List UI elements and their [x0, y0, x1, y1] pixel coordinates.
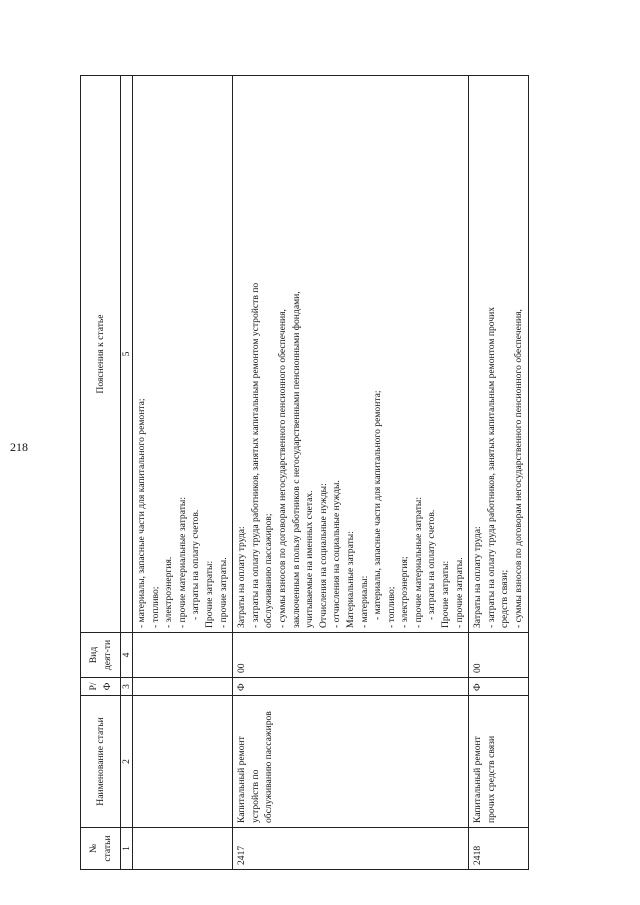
column-index: 1 [121, 828, 133, 870]
header-explanation: Пояснения к статье [81, 76, 121, 633]
explanation-line: - суммы взносов по договорам негосударственного пенсионного обеспечения, [276, 309, 288, 628]
table-row-2417 [233, 76, 469, 870]
explanation-line: - прочие затраты. [217, 557, 229, 628]
plan-fact-value: Ф [236, 683, 248, 691]
article-number-cell [469, 828, 528, 870]
explanation-line: - электроэнергия; [399, 556, 411, 628]
explanation-line: - топливо; [149, 586, 161, 628]
plan-fact-value: Ф [472, 683, 484, 691]
articles-table [80, 75, 529, 870]
column-index: 4 [121, 633, 133, 678]
column-index: 2 [121, 696, 133, 828]
article-name-line: устройств по [249, 769, 261, 823]
explanation-line: - затраты на оплату труда работников, занятых капитальным ремонтом устройств по [249, 282, 261, 628]
article-number-cell [133, 828, 233, 870]
article-name-line: Капитальный ремонт [236, 736, 248, 823]
activity-type-value: 00 [236, 663, 248, 673]
article-number-cell [233, 828, 469, 870]
explanation-cell [233, 76, 469, 633]
table-header-row [81, 76, 121, 870]
explanation-line: - затраты на оплату труда работников, занятых капитальным ремонтом прочих [485, 306, 497, 628]
explanation-line: заключенным в пользу работников с негосударственными пенсионными фондами, [290, 291, 302, 628]
explanation-line: Прочие затраты: [440, 560, 452, 628]
explanation-line: - прочие затраты. [453, 557, 465, 628]
explanation-line: - суммы взносов по договорам негосударственного пенсионного обеспечения, [513, 309, 525, 628]
explanation-line: - материалы: [358, 575, 370, 628]
article-number: 2417 [236, 845, 248, 865]
explanation-line: - затраты на оплату счетов. [426, 509, 438, 620]
explanation-line: Отчисления на социальные нужды: [317, 483, 329, 628]
explanation-cell [133, 76, 233, 633]
explanation-line: Материальные затраты: [344, 531, 356, 628]
header-plan-fact: Р/ Ф [81, 678, 121, 696]
header-article-name: Наименование статьи [81, 696, 121, 828]
explanation-line: учитываемые на именных счетах. [304, 490, 316, 628]
explanation-line: средств связи; [499, 569, 511, 628]
explanation-line: - отчисления на социальные нужды. [331, 480, 343, 628]
article-name-cell [133, 696, 233, 828]
header-article-number: № статьи [81, 828, 121, 870]
explanation-line: - затраты на оплату счетов. [190, 509, 202, 620]
header-activity-type: Вид деят-ти [81, 633, 121, 678]
explanation-line: - топливо; [385, 586, 397, 628]
article-name-line: Капитальный ремонт [472, 736, 484, 823]
page-number: 218 [10, 440, 28, 454]
explanation-line: Затраты на оплату труда: [472, 526, 484, 628]
explanation-cell [469, 76, 528, 633]
article-name-cell [233, 696, 469, 828]
activity-type-value: 00 [472, 663, 484, 673]
rotated-page-content [80, 75, 563, 870]
article-name-cell [469, 696, 528, 828]
table-row-continuation [133, 76, 233, 870]
explanation-line: - прочие материальные затраты: [412, 496, 424, 628]
activity-type-cell [133, 633, 233, 678]
column-index-row [121, 76, 133, 870]
activity-type-cell [233, 633, 469, 678]
plan-fact-cell [133, 678, 233, 696]
article-number: 2418 [472, 845, 484, 865]
explanation-line: Прочие затраты: [203, 560, 215, 628]
article-name-line: обслуживанию пассажиров [263, 711, 275, 823]
explanation-line: - прочие материальные затраты: [176, 496, 188, 628]
table-row-2418 [469, 76, 528, 870]
column-index: 5 [121, 76, 133, 633]
explanation-line: обслуживанию пассажиров; [263, 513, 275, 628]
explanation-line: - материалы, запасные части для капитального ремонта; [136, 398, 147, 628]
article-name-line: прочих средств связи [485, 735, 497, 823]
plan-fact-cell [233, 678, 469, 696]
plan-fact-cell [469, 678, 528, 696]
explanation-line: - материалы, запасные части для капитального ремонта; [372, 390, 384, 620]
explanation-line: - электроэнергия. [163, 556, 175, 628]
explanation-line: Затраты на оплату труда: [236, 526, 248, 628]
activity-type-cell [469, 633, 528, 678]
column-index: 3 [121, 678, 133, 696]
